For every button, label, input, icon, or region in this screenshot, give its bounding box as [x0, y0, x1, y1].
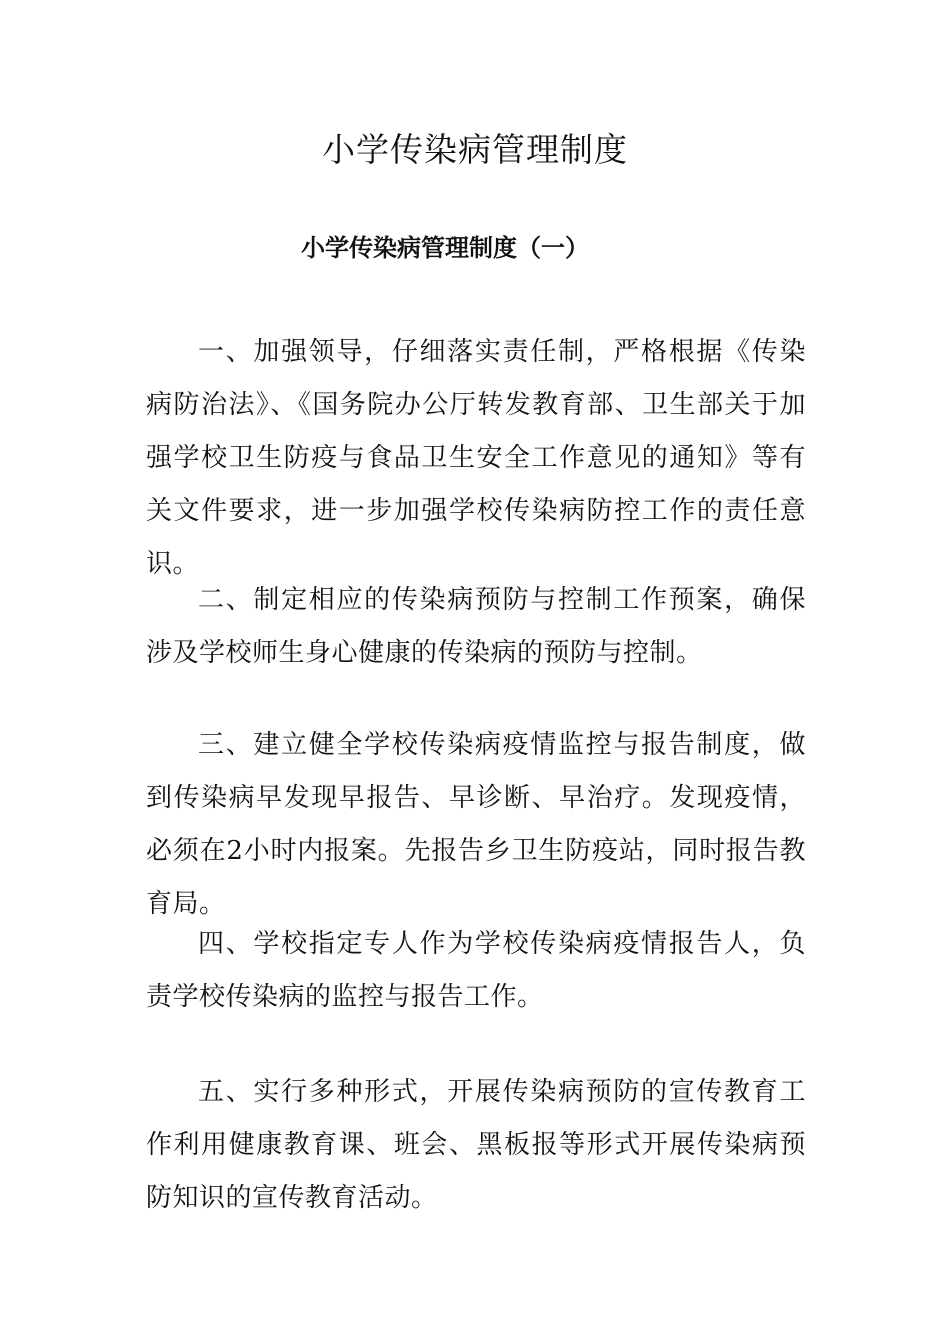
document-subtitle: 小学传染病管理制度（一）: [301, 233, 589, 262]
paragraph-1: 一、加强领导，仔细落实责任制，严格根据《传染病防治法》、《国务院办公厅转发教育部、卫生部关于加强学校卫生防疫与食品卫生安全工作意见的通知》等有关文件要求，进一步加强学校传染病防控工作的责任意识。: [146, 337, 806, 579]
document-title: 小学传染病管理制度: [322, 130, 628, 169]
paragraph-2: 二、制定相应的传染病预防与控制工作预案，确保涉及学校师生身心健康的传染病的预防与控制。: [146, 585, 806, 668]
paragraph-3: 三、建立健全学校传染病疫情监控与报告制度，做到传染病早发现早报告、早诊断、早治疗。发现疫情，必须在2小时内报案。先报告乡卫生防疫站，同时报告教育局。: [146, 730, 806, 919]
paragraph-5: 五、实行多种形式，开展传染病预防的宣传教育工作利用健康教育课、班会、黑板报等形式开展传染病预防知识的宣传教育活动。: [146, 1077, 806, 1213]
paragraph-4: 四、学校指定专人作为学校传染病疫情报告人，负责学校传染病的监控与报告工作。: [146, 929, 806, 1012]
